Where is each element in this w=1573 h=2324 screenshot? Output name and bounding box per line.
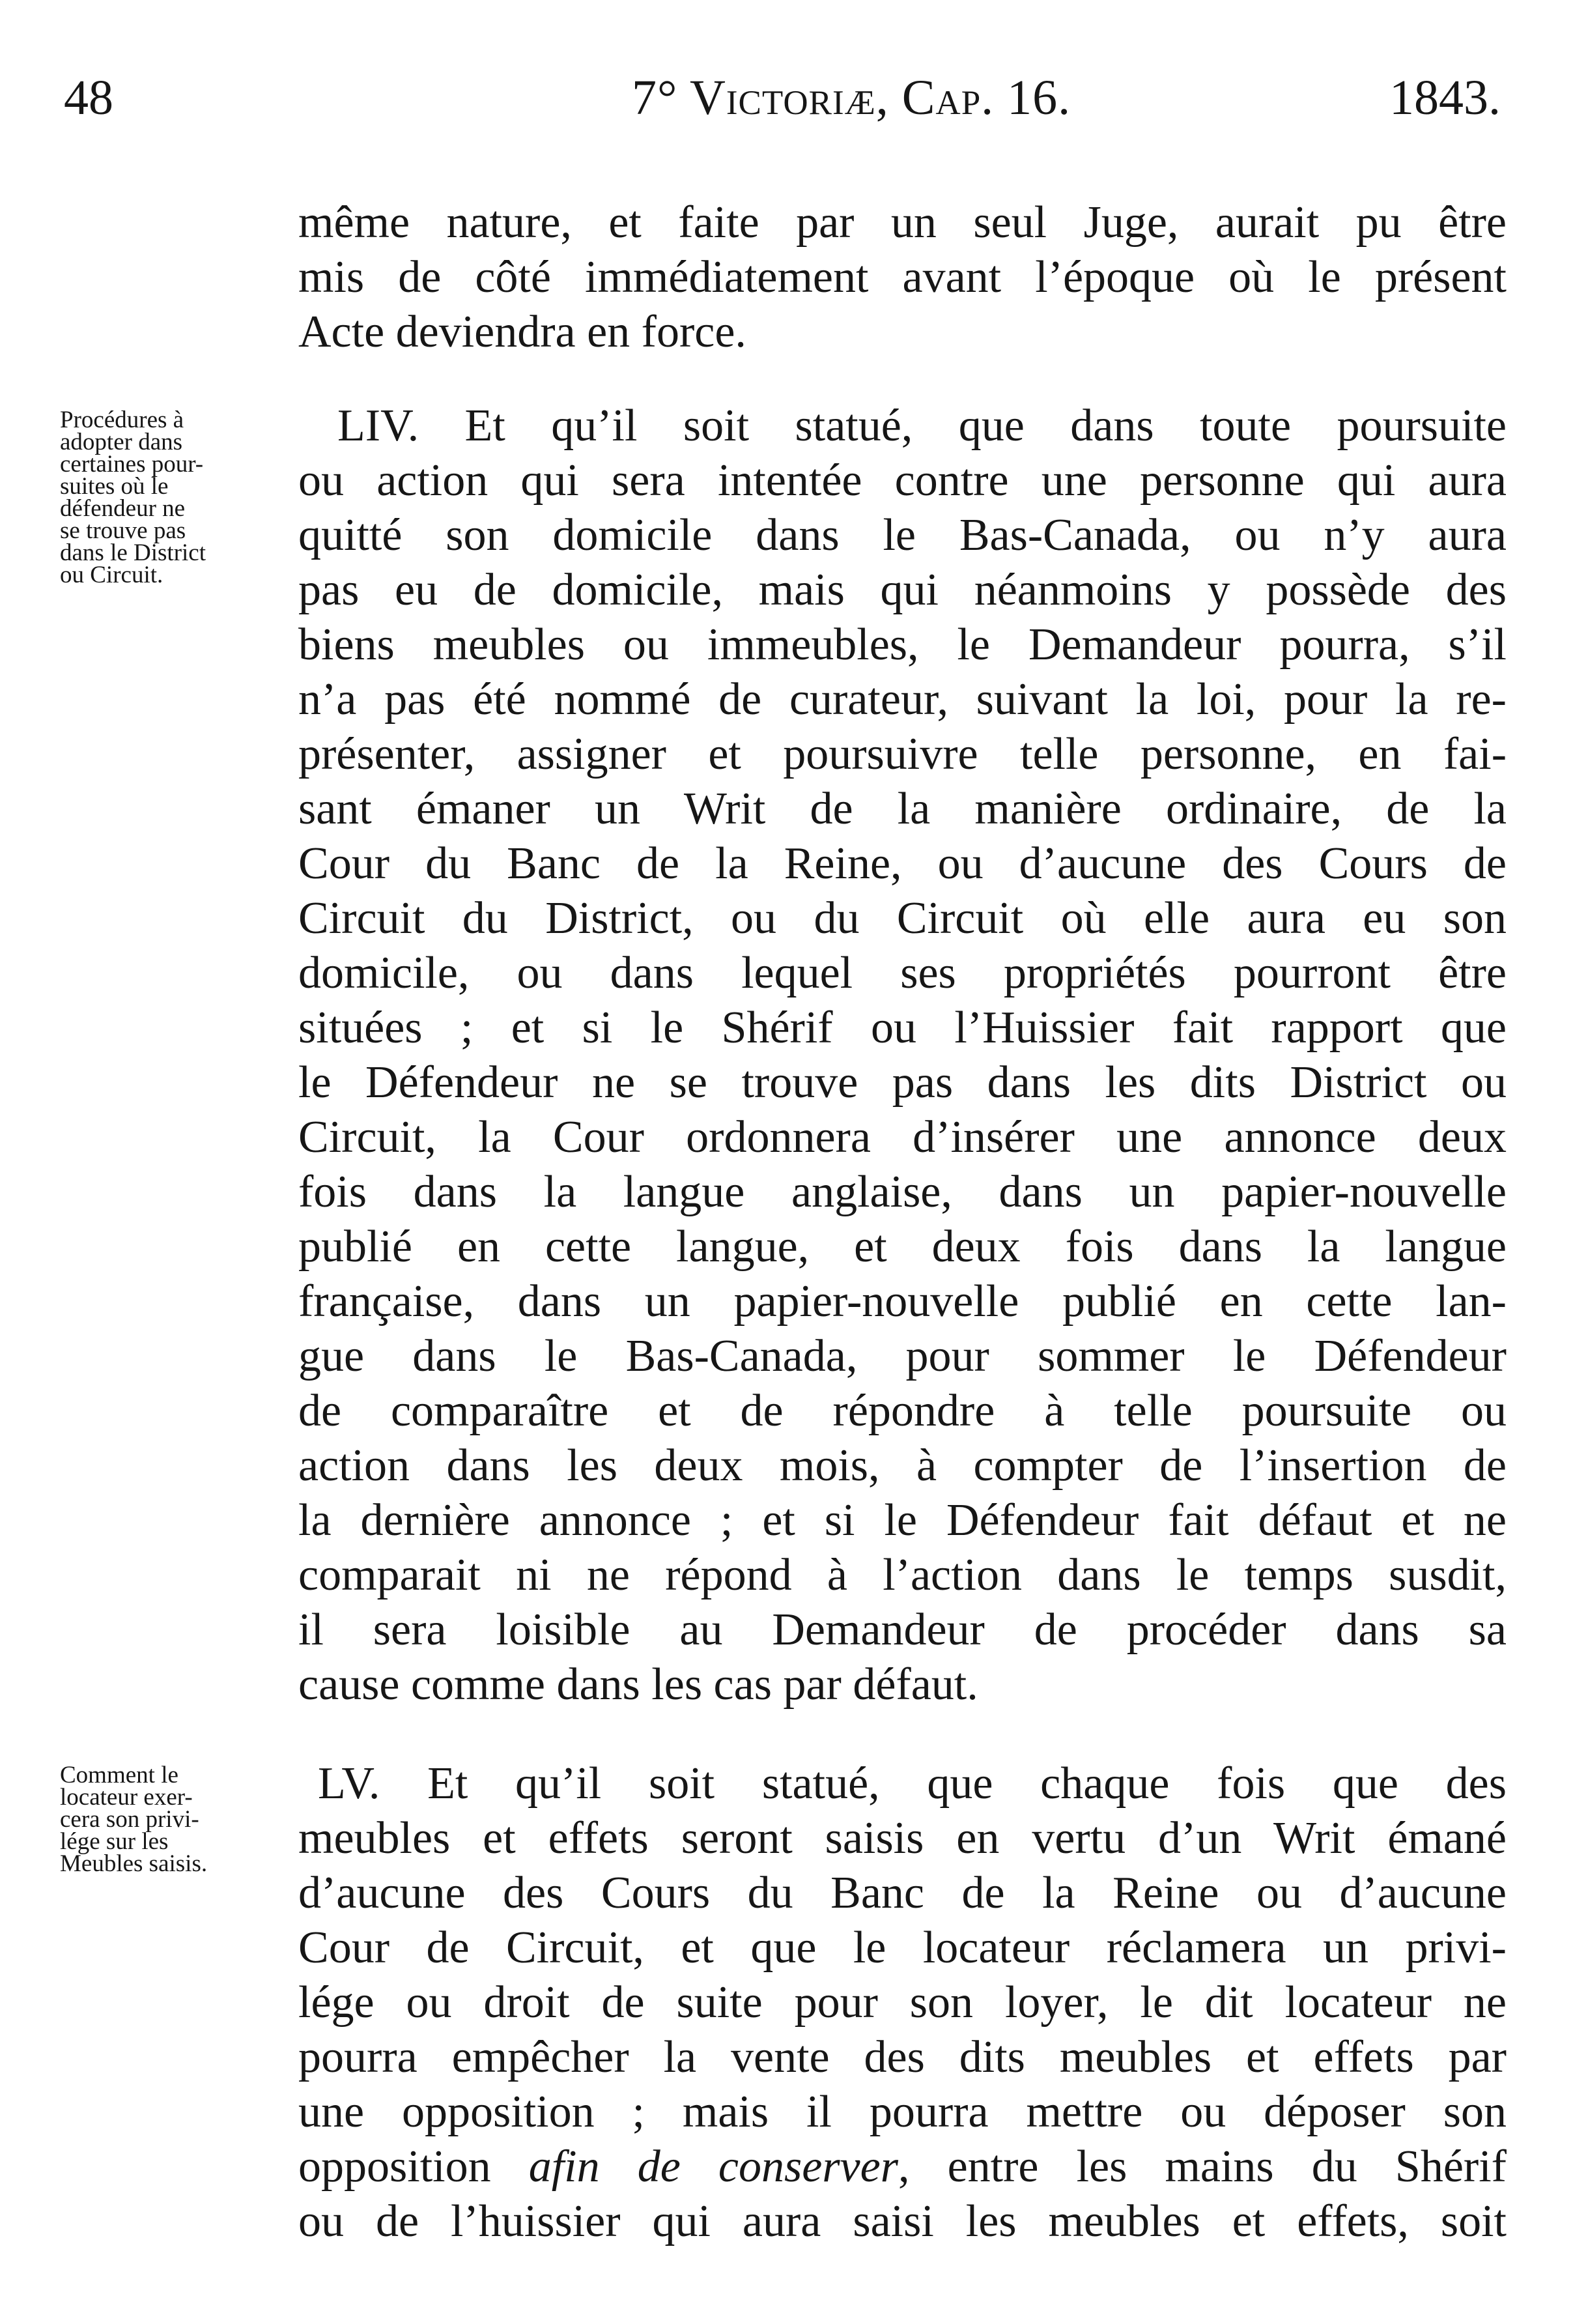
text-line: Circuit, la Cour ordonnera d’insérer une annonce deux [298,1112,1507,1162]
text-line: ou de l’huissier qui aura saisi les meubles et effets, soit [298,2196,1507,2246]
text-fragment: opposition [298,2142,529,2192]
text-line: biens meubles ou immeubles, le Demandeur pourra, s’il [298,620,1507,670]
text-line: le Défendeur ne se trouve pas dans les dits District ou [298,1057,1507,1108]
page-number: 48 [64,70,113,125]
running-header [0,62,1573,134]
text-line: d’aucune des Cours du Banc de la Reine ou d’aucune [298,1868,1507,1918]
margin-note-line: dans le District [60,539,206,566]
text-line: lége ou droit de suite pour son loyer, le dit locateur ne [298,1977,1507,2028]
text-line: de comparaître et de répondre à telle poursuite ou [298,1386,1507,1436]
marginal-note-liv [60,409,307,586]
section-liv [298,399,1507,1712]
text-line: une opposition ; mais il pourra mettre ou déposer son [298,2087,1507,2137]
intro-paragraph [298,195,1507,360]
text-line: Circuit du District, ou du Circuit où elle aura eu son [298,893,1507,943]
margin-note-line: se trouve pas [60,517,186,544]
text-line: situées ; et si le Shérif ou l’Huissier fait rapport que [298,1003,1507,1053]
section-liv-heading-line: LIV. Et qu’il soit statué, que dans toute poursuite [337,401,1507,451]
running-title: 7° Victoriæ, Cap. 16. [632,70,1071,125]
margin-note-line: adopter dans [60,429,183,455]
text-line: meubles et effets seront saisis en vertu d’un Writ émané [298,1813,1507,1863]
margin-note-line: ou Circuit. [60,562,163,588]
margin-note-line: Comment le [60,1762,178,1788]
text-line: ou action qui sera intentée contre une personne qui aura [298,455,1507,506]
marginal-note-lv [60,1764,307,1875]
text-fragment: , entre les mains du Shérif [898,2142,1507,2192]
margin-note-line: certaines pour- [60,451,204,478]
text-line: comparait ni ne répond à l’action dans le temps susdit, [298,1550,1507,1600]
text-line-opposition [298,2140,1507,2194]
text-line: n’a pas été nommé de curateur, suivant la loi, pour la re- [298,674,1507,724]
text-line: sant émaner un Writ de la manière ordinaire, de la [298,784,1507,834]
text-line: gue dans le Bas-Canada, pour sommer le Défendeur [298,1331,1507,1381]
text-line: domicile, ou dans lequel ses propriétés pourront être [298,948,1507,998]
text-line: publié en cette langue, et deux fois dans la langue [298,1222,1507,1272]
text-line: quitté son domicile dans le Bas-Canada, ou n’y aura [298,510,1507,560]
margin-note-line: cera son privi- [60,1806,199,1833]
header-year: 1843. [1389,70,1501,125]
text-line: cause comme dans les cas par défaut. [298,1659,978,1710]
text-line: Acte deviendra en force. [298,307,746,357]
text-line: présenter, assigner et poursuivre telle personne, en fai- [298,729,1507,779]
text-line: Cour de Circuit, et que le locateur réclamera un privi- [298,1923,1507,1973]
text-line: pas eu de domicile, mais qui néanmoins y possède des [298,565,1507,615]
text-line: Cour du Banc de la Reine, ou d’aucune des Cours de [298,839,1507,889]
section-lv-heading-line: LV. Et qu’il soit statué, que chaque fois que des [318,1758,1507,1809]
text-line: même nature, et faite par un seul Juge, aurait pu être [298,197,1507,248]
text-line: française, dans un papier-nouvelle publié en cette lan- [298,1276,1507,1327]
text-line: fois dans la langue anglaise, dans un papier-nouvelle [298,1167,1507,1217]
margin-note-line: Procédures à [60,407,184,433]
text-line: action dans les deux mois, à compter de l’insertion de [298,1441,1507,1491]
margin-note-line: locateur exer- [60,1784,193,1811]
text-line: il sera loisible au Demandeur de procéder dans sa [298,1605,1507,1655]
margin-note-line: lége sur les [60,1828,169,1855]
text-line: mis de côté immédiatement avant l’époque où le présent [298,252,1507,302]
margin-note-line: suites où le [60,473,169,500]
text-line: la dernière annonce ; et si le Défendeur fait défaut et ne [298,1495,1507,1545]
margin-note-line: Meubles saisis. [60,1850,208,1877]
text-line: pourra empêcher la vente des dits meubles et effets par [298,2032,1507,2082]
section-lv [298,1757,1507,2249]
italic-phrase: afin de conserver [528,2142,898,2192]
margin-note-line: défendeur ne [60,495,186,522]
